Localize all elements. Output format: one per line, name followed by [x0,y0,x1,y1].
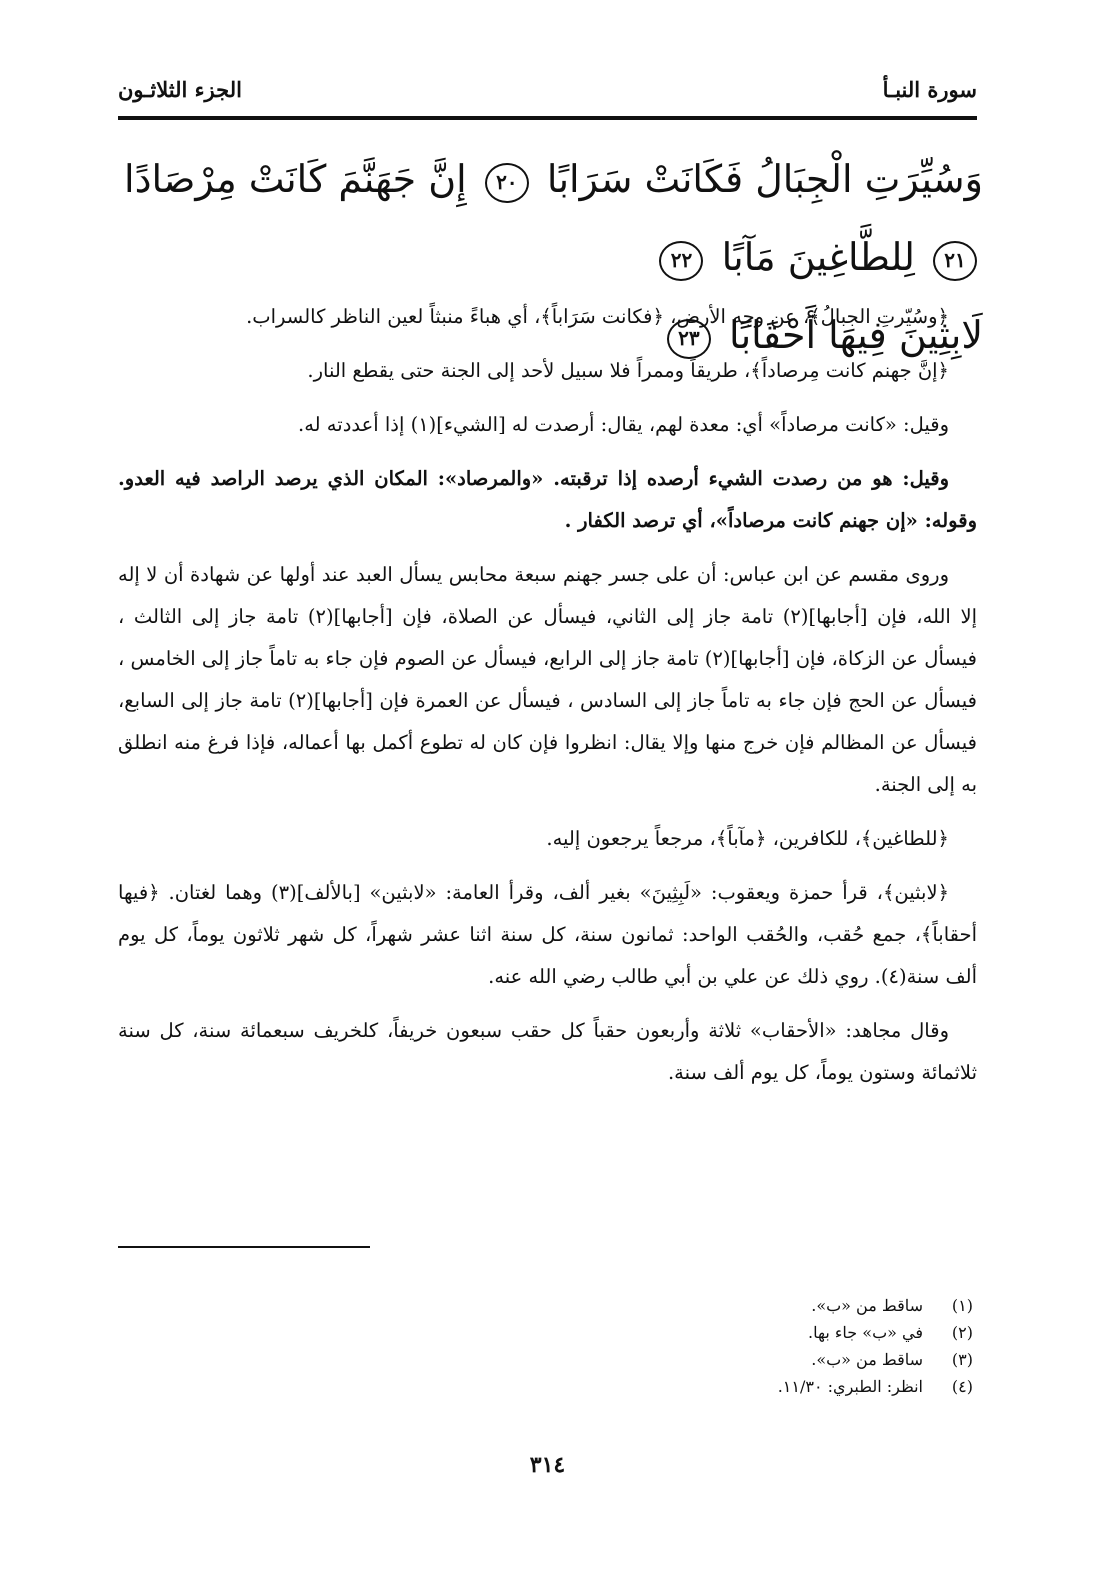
footnote-text: انظر: الطبري: ١١/٣٠. [777,1377,923,1396]
footnote [778,1346,973,1373]
commentary-body [118,296,977,1106]
footnote-number: (٢) [951,1323,973,1342]
verse-23-number: ٢٣ [667,319,711,359]
page-number: ٣١٤ [529,1452,566,1478]
surah-title: سورة النبـأ [882,77,977,102]
paragraph: ﴿لابثين﴾، قرأ حمزة ويعقوب: «لَبِثِينَ» بغير ألف، وقرأ العامة: «لابثين» [بالألف](٣) وهما لغتان. ﴿فيها أحقاباً﴾، جمع حُقب، والحُقب الواحد: ثمانون سنة، كل سنة اثنا عشر شهراً، كل شهر ثلاثون يوماً، كل يوم ألف سنة(٤). روي ذلك عن علي بن أبي طالب رضي الله عنه. [118,881,977,988]
verse-22-number: ٢٢ [659,241,703,281]
verse-21-text: إِنَّ جَهَنَّمَ كَانَتْ مِرْصَادًا [124,157,467,201]
verse-20-text: وَسُيِّرَتِ الْجِبَالُ فَكَانَتْ سَرَابًا [546,157,983,201]
paragraph: وقال مجاهد: «الأحقاب» ثلاثة وأربعون حقباً كل حقب سبعون خريفاً، كلخريف سبعمائة سنة، كل سنة ثلاثمائة وستون يوماً، كل يوم ألف سنة. [118,1019,977,1084]
footnote [778,1292,973,1319]
paragraph: وقيل: هو من رصدت الشيء أرصده إذا ترقبته. «والمرصاد»: المكان الذي يرصد الراصد فيه العدو. وقوله: «إن جهنم كانت مرصاداً»، أي ترصد الكفار . [118,467,977,532]
footnote-text: في «ب» جاء بها. [808,1323,923,1342]
paragraph: وروى مقسم عن ابن عباس: أن على جسر جهنم سبعة محابس يسأل العبد عند أولها عن شهادة أن لا إله إلا الله، فإن [أجابها](٢) تامة جاز إلى الثاني، فيسأل عن الصلاة، فإن [أجابها](٢) تامة جاز إلى الثالث ، فيسأل عن الزكاة، فإن [أجابها](٢) تامة جاز إلى الرابع، فيسأل عن الصوم فإن جاء به تاماً جاز إلى الخامس ، فيسأل عن الحج فإن جاء به تاماً جاز إلى السادس ، فيسأل عن العمرة فإن [أجابها](٢) تامة جاز إلى السابع، فيسأل عن المظالم فإن خرج منها وإلا يقال: انظروا فإن كان له تطوع أكمل بها أعماله، فإذا فرغ منه انطلق به إلى الجنة. [118,563,977,796]
footnote-text: ساقط من «ب». [811,1296,923,1315]
paragraph: وقيل: «كانت مرصاداً» أي: معدة لهم، يقال: أرصدت له [الشيء](١) إذا أعددته له. [298,413,949,436]
paragraph: ﴿إنَّ جهنم كانت مِرصاداً﴾، طريقاً وممراً فلا سبيل لأحد إلى الجنة حتى يقطع النار. [307,359,949,382]
verse-20-number: ٢٠ [485,163,529,203]
paragraph: ﴿للطاغين﴾، للكافرين، ﴿مآباً﴾، مرجعاً يرجعون إليه. [546,827,949,850]
verse-21-number: ٢١ [933,241,977,281]
verse-23-text: لَابِثِينَ فِيهَا أَحْقَابًا [729,313,983,357]
footnotes [778,1292,973,1400]
footnotes-divider [118,1246,370,1248]
footnote [778,1373,973,1400]
footnote-number: (١) [951,1296,973,1315]
footnote-number: (٣) [951,1350,973,1369]
header-divider [118,116,977,120]
footnote-text: ساقط من «ب». [811,1350,923,1369]
paragraph: ﴿وسُيّرتِ الجبالُ﴾، عن وجه الأرض، ﴿فكانت سَرَاباً﴾، أي هباءً منبثاً لعين الناظر كالسراب. [246,305,949,328]
footnote [778,1319,973,1346]
verse-22-text: لِلطَّاغِينَ مَآبًا [721,235,915,279]
page-header [118,62,977,102]
footnote-number: (٤) [951,1377,973,1396]
juz-title: الجزء الثلاثـون [118,77,242,102]
